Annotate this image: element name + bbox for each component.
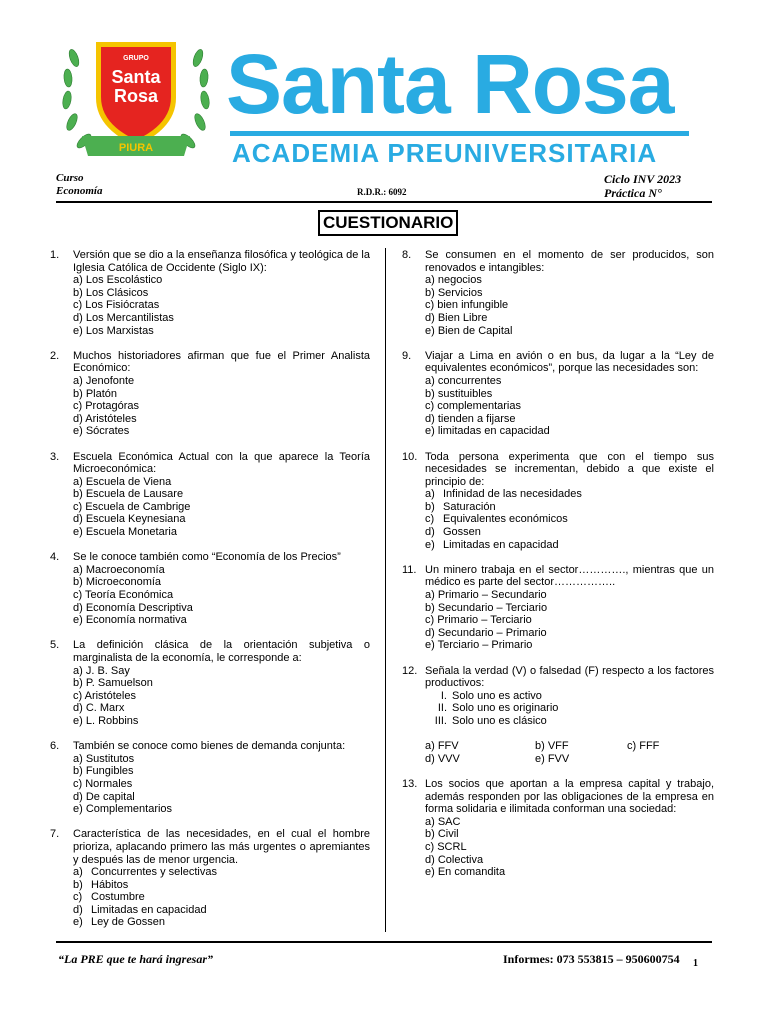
option: c) Protagóras [73,400,140,413]
option: c) Teoría Económica [73,589,174,602]
option: c) Escuela de Cambrige [73,500,191,513]
option-letter: b) [73,878,83,891]
option: d) De capital [73,790,135,803]
option: d) Escuela Keynesiana [73,513,186,526]
questions-left-column [50,249,370,942]
options-list [402,589,714,652]
question-head [402,665,714,690]
question [50,249,370,337]
option: a) Macroeconomía [73,563,165,576]
option-letter: d) [425,526,435,539]
option: c) SCRL [425,840,467,853]
option: b) Civil [425,828,459,841]
option: a) Sustitutos [73,752,135,765]
questions-right-column [402,249,714,891]
footer-slogan: “La PRE que te hará ingresar” [58,952,214,966]
option-letter: b) [425,500,435,513]
option: a) Los Escolástico [73,274,163,287]
option [425,488,714,501]
option: b) VFF [535,740,569,753]
option: a) FFV [425,740,459,753]
question-head [50,350,370,375]
options-list [50,866,370,929]
question-head [50,740,370,753]
options-list [50,564,370,627]
option-letter: a) [73,866,83,879]
statement-number: III. [434,714,447,727]
option: b) Secundario – Terciario [425,601,548,614]
option [73,916,370,929]
question [402,665,714,766]
statement-text: Solo uno es clásico [452,714,547,727]
question-number: 1. [50,249,60,261]
options-list [50,375,370,438]
options-list [402,274,714,337]
question [50,551,370,627]
options-list [402,375,714,438]
brand-underline [230,131,689,136]
option [73,866,370,879]
question-text: Toda persona experimenta que con el tiempo sus necesidades se incrementan, debido a que existe el principio de: [425,450,714,488]
option-letter: a) [425,488,435,501]
option: e) Bien de Capital [425,324,513,337]
logo-group: GRUPO [123,55,149,62]
options-list [402,488,714,551]
options-list [50,665,370,728]
question-head [402,249,714,274]
brand-title: Santa Rosa [226,37,674,131]
option: a) concurrentes [425,374,502,387]
options-list [402,816,714,879]
footer-contact: Informes: 073 553815 – 950600754 [503,952,680,966]
question-number: 7. [50,828,60,841]
option: a) Jenofonte [73,374,135,387]
option: e) limitadas en capacidad [425,425,550,438]
option: d) Bien Libre [425,311,488,324]
question-head [50,551,370,564]
question [402,778,714,879]
option: e) Sócrates [73,425,130,438]
question-head [50,828,370,866]
question-text: Se consumen en el momento de ser producidos, son renovados e intangibles: [425,249,714,274]
question-number: 9. [402,349,412,362]
statement-text: Solo uno es originario [452,702,559,715]
option-text: Saturación [443,500,496,513]
statement-number: I. [440,689,447,702]
question-text: Señala la verdad (V) o falsedad (F) respecto a los factores productivos: [425,664,714,690]
option: d) Economía Descriptiva [73,601,193,614]
option: b) Platón [73,387,118,400]
option [73,891,370,904]
option: d) C. Marx [73,702,125,715]
statement-text: Solo uno es activo [452,689,542,702]
option-text: Limitadas en capacidad [443,538,559,551]
option-text: Costumbre [91,891,145,904]
option: c) bien infungible [425,299,509,312]
option-letter: e) [425,538,435,551]
logo-city: PIURA [118,142,154,154]
question [402,564,714,652]
option: a) Escuela de Viena [73,475,172,488]
brand-subtitle: ACADEMIA PREUNIVERSITARIA [232,138,658,168]
option-text: Limitadas en capacidad [91,903,207,916]
question-number: 12. [402,664,418,677]
logo-name-1: Santa [111,67,161,87]
option: d) Colectiva [425,853,484,866]
option: e) Economía normativa [73,614,187,627]
option: e) Terciario – Primario [425,639,533,652]
question-text: Viajar a Lima en avión o en bus, da lugar a la “Ley de equivalentes económicos”, porque las necesidades son: [425,349,714,375]
option-letter: c) [73,891,83,904]
cycle-label: Ciclo INV 2023 [604,172,682,186]
option [425,526,714,539]
question [50,639,370,727]
question [402,451,714,552]
question-head [50,249,370,274]
option-letter: c) [425,513,435,526]
statement-number: II. [437,702,447,715]
question-text: También se conoce como bienes de demanda conjunta: [73,740,346,753]
question-number: 5. [50,639,60,652]
option: e) En comandita [425,866,506,879]
footer-divider [56,941,712,943]
option: a) negocios [425,274,482,287]
question [50,350,370,438]
option: e) Complementarios [73,803,173,816]
statement [425,715,714,728]
course-value: Economía [56,185,103,197]
cycle-info [604,172,681,200]
statement [425,702,714,715]
option: a) SAC [425,815,461,828]
option: d) Secundario – Primario [425,626,547,639]
option: d) VVV [425,752,460,765]
option: b) Fungibles [73,765,134,778]
option [425,513,714,526]
logo-name-2: Rosa [113,86,159,106]
question-text: Un minero trabaja en el sector…………., mientras que un médico es parte del sector…………….. [425,563,714,589]
option-text: Hábitos [91,878,129,891]
academy-logo [60,28,212,170]
option: c) Los Fisiócratas [73,299,160,312]
option: b) Escuela de Lausare [73,488,184,501]
option-letter: d) [73,903,83,916]
option: c) complementarias [425,400,521,413]
question-head [402,778,714,816]
question-number: 3. [50,450,60,463]
option-text: Equivalentes económicos [443,513,568,526]
option-letter: e) [73,916,83,929]
question [402,350,714,438]
header-divider [56,201,712,203]
question-number: 13. [402,777,418,790]
option: b) Microeconomía [73,576,162,589]
option [425,501,714,514]
option: e) Los Marxistas [73,324,154,337]
spacer [402,728,714,741]
option: b) sustituibles [425,387,493,400]
option: a) J. B. Say [73,664,130,677]
question-text: Muchos historiadores afirman que fue el Primer Analista Económico: [73,349,370,375]
option-text: Infinidad de las necesidades [443,488,582,501]
rdr-code: R.D.R.: 6092 [357,187,407,197]
question [50,740,370,816]
course-info [56,172,102,198]
question-number: 2. [50,349,60,362]
question-head [402,350,714,375]
options-list [50,274,370,337]
question-text: Escuela Económica Actual con la que aparece la Teoría Microeconómica: [73,450,370,476]
options-list [50,476,370,539]
options-list [50,753,370,816]
question-number: 11. [402,563,417,576]
option: b) P. Samuelson [73,677,153,690]
page-number: 1 [693,958,698,969]
option: e) FVV [535,752,570,765]
practice-label: Práctica N° [604,186,662,200]
column-divider [385,248,386,932]
option [425,539,714,552]
option [73,879,370,892]
question-head [402,564,714,589]
option: c) Normales [73,777,133,790]
question-text: Característica de las necesidades, en el cual el hombre prioriza, aplacando primero las más urgentes o apremiantes y después las de menor urgencia. [73,828,370,866]
option [73,904,370,917]
question [50,451,370,539]
question-text: Se le conoce también como “Economía de los Precios” [73,551,341,564]
option: c) Primario – Terciario [425,614,532,627]
question-number: 10. [402,450,418,463]
option-text: Ley de Gossen [91,916,165,929]
statements-list [402,690,714,728]
question-text: Versión que se dio a la enseñanza filosófica y teológica de la Iglesia Católica de Occidente (Siglo IX): [73,249,370,274]
question [50,828,370,929]
question-number: 6. [50,740,60,753]
option: c) FFF [627,740,660,753]
question-head [50,451,370,476]
option-text: Concurrentes y selectivas [91,866,217,879]
question-text: La definición clásica de la orientación subjetiva o marginalista de la economía, le corresponde a: [73,639,370,664]
option: d) Aristóteles [73,412,137,425]
question-number: 4. [50,551,60,564]
question-number: 8. [402,249,412,261]
question-text: Los socios que aportan a la empresa capital y trabajo, además responden por las obligaciones de la empresa en forma solidaria e ilimitada conforman una sociedad: [425,777,714,816]
option: d) Los Mercantilistas [73,311,174,324]
section-title: CUESTIONARIO [318,210,458,236]
options-grid [402,740,714,765]
option: b) Los Clásicos [73,286,149,299]
option: d) tienden a fijarse [425,412,516,425]
option: c) Aristóteles [73,689,136,702]
question [402,249,714,337]
question-head [50,639,370,664]
course-label: Curso [56,172,84,184]
option: e) L. Robbins [73,714,139,727]
statement [425,690,714,703]
question-head [402,451,714,489]
option-text: Gossen [443,526,481,539]
option: b) Servicios [425,286,483,299]
option: a) Primario – Secundario [425,589,547,602]
option: e) Escuela Monetaria [73,526,177,539]
